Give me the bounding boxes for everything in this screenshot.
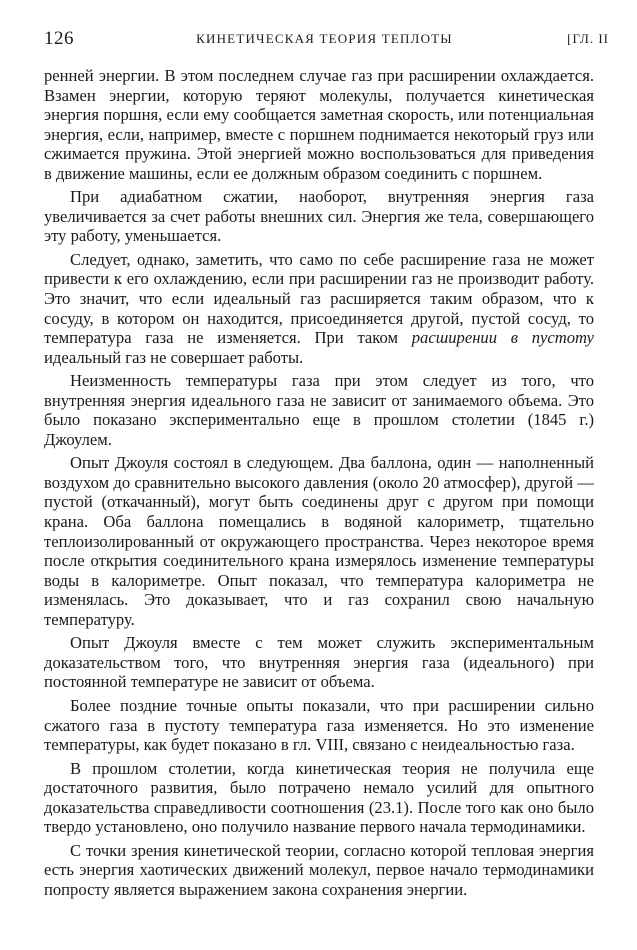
paragraph-first-law: В прошлом столетии, когда кинетическая теория не получила еще достаточного развития, было потрачено немало усилий для опытного доказательства справедливости соотношения (23.1). После того как оно было твердо установлено, оно получило название первого начала термодинамики. [44,758,594,837]
body-text [44,66,594,899]
paragraph-joule-experiment: Опыт Джоуля состоял в следующем. Два баллона, один — наполненный воздухом до сравнительно высокого давления (около 20 атмосфер), другой — пустой (откачанный), могут быть соединены друг с другом при помощи крана. Оба баллона помещались в водяной калориметр, тщательно теплоизолированный от окружающего пространства. Через некоторое время после открытия соединительного крана измерялось изменение температуры воды в калориметре. Опыт показал, что температура калориметра не изменялась. Это доказывает, что и газ сохранил свою начальную температуру. [44,453,594,629]
paragraph-continuation: ренней энергии. В этом последнем случае газ при расширении охлаждается. Взамен энергии, которую теряют молекулы, получается кинетическая энергия поршня, если ему сообщается заметная скорость, или потенциальная энергия, если, например, вместе с поршнем поднимается некоторый груз или сжимается пружина. Этой энергией можно воспользоваться для приведения в движение машины, если ее должным образом соединить с поршнем. [44,66,594,183]
page-number: 126 [44,28,74,49]
running-head [0,28,637,52]
paragraph-kinetic-view: С точки зрения кинетической теории, согласно которой тепловая энергия есть энергия хаотических движений молекул, первое начало термодинамики попросту является выражением закона сохранения энергии. [44,840,594,899]
paragraph-joule-proof: Опыт Джоуля вместе с тем может служить экспериментальным доказательством того, что внутренняя энергия газа (идеального) при постоянной температуре не зависит от объема. [44,633,594,692]
paragraph-temperature-constancy: Неизменность температуры газа при этом следует из того, что внутренняя энергия идеального газа не зависит от занимаемого объема. Это было показано экспериментально еще в прошлом столетии (1845 г.) Джоулем. [44,371,594,449]
paragraph-adiabatic-compression: При адиабатном сжатии, наоборот, внутренняя энергия газа увеличивается за счет работы внешних сил. Энергия же тела, совершающего эту работу, уменьшается. [44,187,594,246]
paragraph-text: идеальный газ не совершает работы. [44,347,304,367]
running-title: КИНЕТИЧЕСКАЯ ТЕОРИЯ ТЕПЛОТЫ [196,31,453,46]
paragraph-free-expansion [44,250,594,367]
chapter-reference: [ГЛ. II [567,31,609,46]
paragraph-text: Следует, однако, заметить, что само по себе расширение газа не может привести к его охлаждению, если при расширении газ не производит работу. Это значит, что если идеальный газ расширяется таким образом, что к сосуду, в котором он находится, присоединяется другой, пустой сосуд, то температура газа не изменяется. При таком [44,249,594,348]
emphasis-free-expansion: расширении в пустоту [411,328,594,348]
paragraph-later-experiments: Более поздние точные опыты показали, что при расширении сильно сжатого газа в пустоту температура газа изменяется. Но это изменение температуры, как будет показано в гл. VIII, связано с неидеальностью газа. [44,695,594,755]
